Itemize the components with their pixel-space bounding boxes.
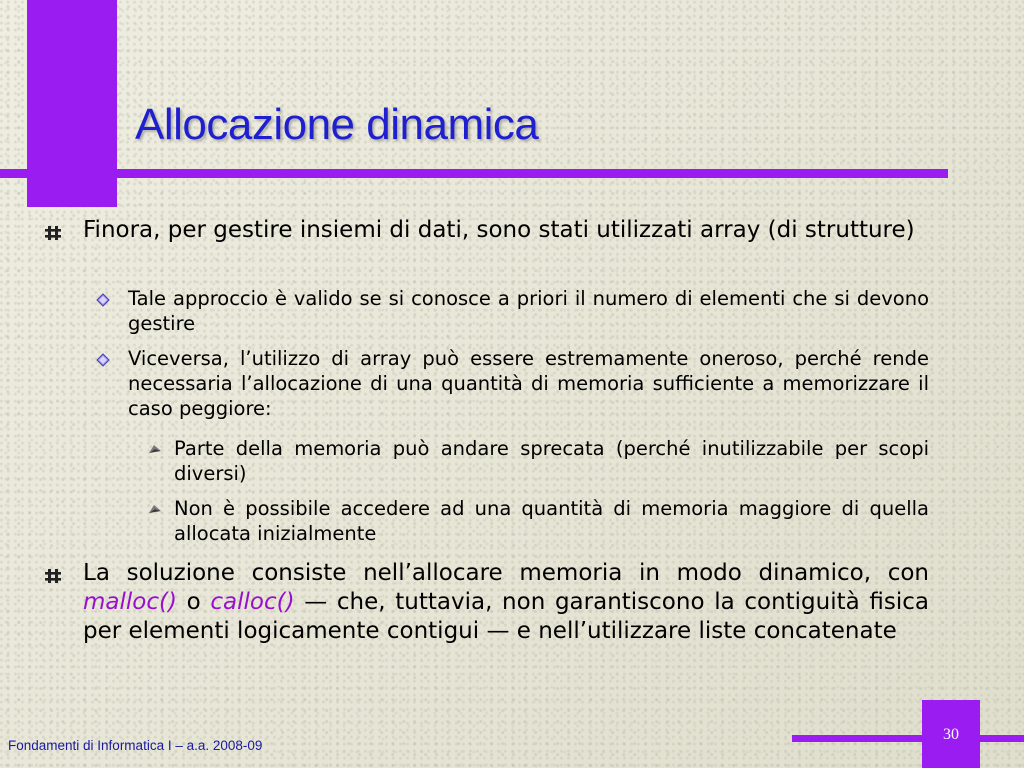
solution-text-part3: — che, tuttavia, non garantiscono la contiguità fisica per elementi logicamente contigui — e nell’utilizzare liste concatenate: [83, 589, 930, 644]
footer-rule-right: [980, 735, 1024, 742]
arrow-bullet-icon: [148, 503, 162, 515]
hash-bullet-icon: [44, 567, 62, 585]
sub-sub-item-wasted-memory: Parte della memoria può andare sprecata (perché inutilizzabile per scopi diversi): [174, 437, 929, 485]
title-underline-rule: [0, 169, 948, 178]
slide-title: Allocazione dinamica: [135, 100, 539, 149]
solution-text-part2: o: [176, 589, 211, 615]
bullet-item-dynamic-solution: [83, 559, 929, 646]
footer-course-label: Fondamenti di Informatica I – a.a. 2008-09: [8, 738, 263, 753]
diamond-bullet-icon: [96, 293, 110, 307]
hash-bullet-icon: [44, 224, 62, 242]
malloc-function-name: malloc(): [83, 589, 177, 615]
footer-rule-left: [792, 735, 922, 742]
sub-sub-item-no-extra-memory: Non è possibile accedere ad una quantità di memoria maggiore di quella allocata inizialmente: [174, 497, 929, 545]
bullet-item-arrays: Finora, per gestire insiemi di dati, sono stati utilizzati array (di strutture): [83, 217, 915, 243]
solution-text-part1: La soluzione consiste nell’allocare memoria in modo dinamico, con: [83, 560, 929, 586]
sub-item-approach-valid: Tale approccio è valido se si conosce a priori il numero di elementi che si devono gestire: [128, 287, 929, 335]
page-number: 30: [943, 726, 959, 743]
arrow-bullet-icon: [148, 443, 162, 455]
sub-item-costly-arrays: Viceversa, l’utilizzo di array può essere estremamente oneroso, perché rende necessaria l’allocazione di una quantità di memoria sufficiente a memorizzare il caso peggiore:: [128, 347, 929, 420]
calloc-function-name: calloc(): [210, 589, 295, 615]
diamond-bullet-icon: [96, 353, 110, 367]
